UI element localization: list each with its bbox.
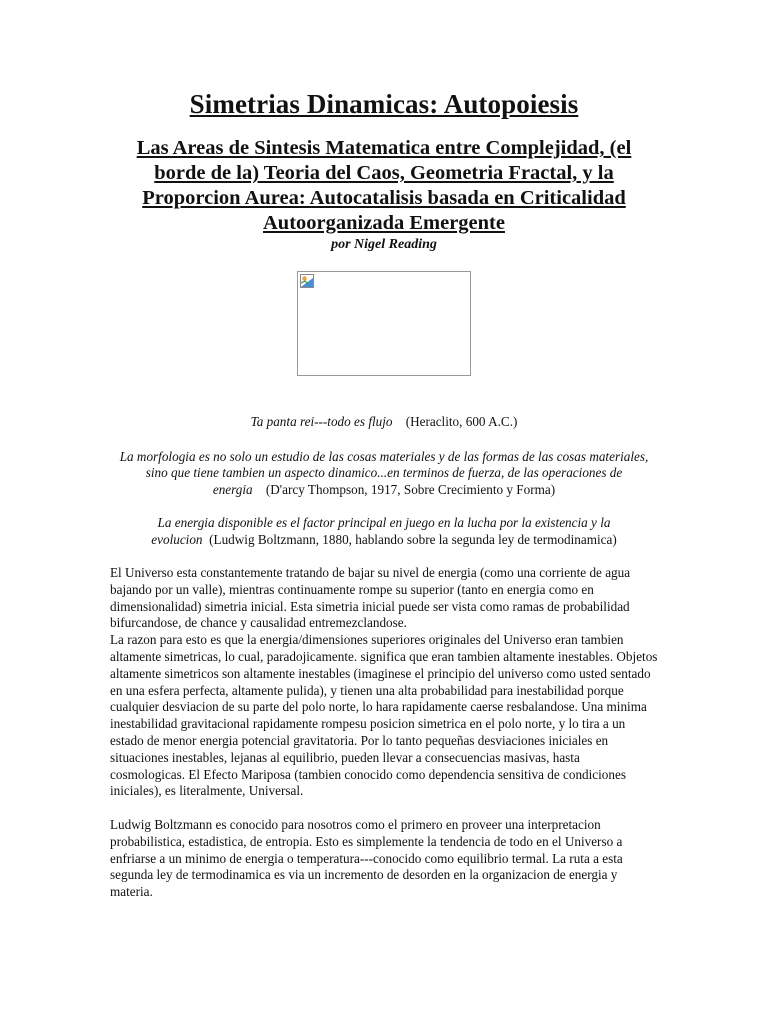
quote-boltzmann — [110, 515, 658, 548]
quote-attribution: (D'arcy Thompson, 1917, Sobre Crecimiento y Forma) — [265, 481, 556, 497]
author-byline: por Nigel Reading — [331, 237, 437, 252]
page-title: Simetrias Dinamicas: Autopoiesis — [189, 89, 579, 119]
quote-text: La energia disponible es el factor principal en juego en la lucha por la existencia y la evolucion — [151, 515, 611, 547]
page-subtitle: Las Areas de Sintesis Matematica entre Complejidad, (el borde de la) Teoria del Caos, Geometria Fractal, y la Proporcion Aurea: Autocatalisis basada en Criticalidad Autoorganizada Emergente — [136, 137, 632, 234]
body-paragraph: Ludwig Boltzmann es conocido para nosotros como el primero en proveer una interpretacion probabilistica, estadistica, de entropia. Esto es simplemente la tendencia de todo en el Universo a enfriarse a un minimo de energia o temperatura---conocido como equilibrio termal. La ruta a esta segunda ley de termodinamica es via un incremento de desorden en la organizacion de energia y materia. — [110, 816, 623, 900]
body-paragraph: La razon para esto es que la energia/dimensiones superiores originales del Universo eran tambien altamente simetricas, lo cual, paradojicamente. significa que eran tambien altamente inestables. Objetos altamente simetricos son altamente inestables (imaginese el principio del universo como usted sentado en una esfera perfecta, altamente pulida), y tienen una alta probabilidad para inestabilidad porque cualquier desviacion de su parte del polo norte, lo hara rapidamente caerse resbalandose. Una minima inestabilidad gravitacional rapidamente rompesu posicion simetrica en el polo norte, y lo tira a un estado de menor energia potencial gravitatoria. Por lo tanto pequeñas desviaciones iniciales en situaciones inestables, lejanas al equilibrio, pueden llevar a consecuencias masivas, hasta cosmologicas. El Efecto Mariposa (tambien conocido como dependencia sensitiva de condiciones iniciales), es literalmente, Universal. — [110, 632, 658, 799]
document-page — [110, 86, 658, 901]
body-paragraph: El Universo esta constantemente tratando de bajar su nivel de energia (como una corriente de agua bajando por un valle), mientras continuamente rompe su superior (tanto en energia como en dimensionalidad) simetria inicial. Esta simetria inicial puede ser vista como ramas de probabilidad bifurcandose, de chance y causalidad entremezclandose. — [110, 565, 631, 631]
broken-image-icon — [300, 274, 314, 288]
quote-attribution: (Ludwig Boltzmann, 1880, hablando sobre la segunda ley de termodinamica) — [209, 531, 617, 547]
quote-text: La morfologia es no solo un estudio de las cosas materiales y de las formas de las cosas materiales, sino que tiene tambien un aspecto dinamico...en terminos de fuerza, de las operaciones de energia — [119, 448, 649, 497]
image-placeholder — [297, 271, 471, 376]
quote-thompson — [110, 449, 658, 499]
quote-heraclito — [110, 414, 658, 431]
quote-text: Ta panta rei---todo es flujo — [250, 414, 393, 429]
quote-attribution: (Heraclito, 600 A.C.) — [405, 414, 518, 429]
